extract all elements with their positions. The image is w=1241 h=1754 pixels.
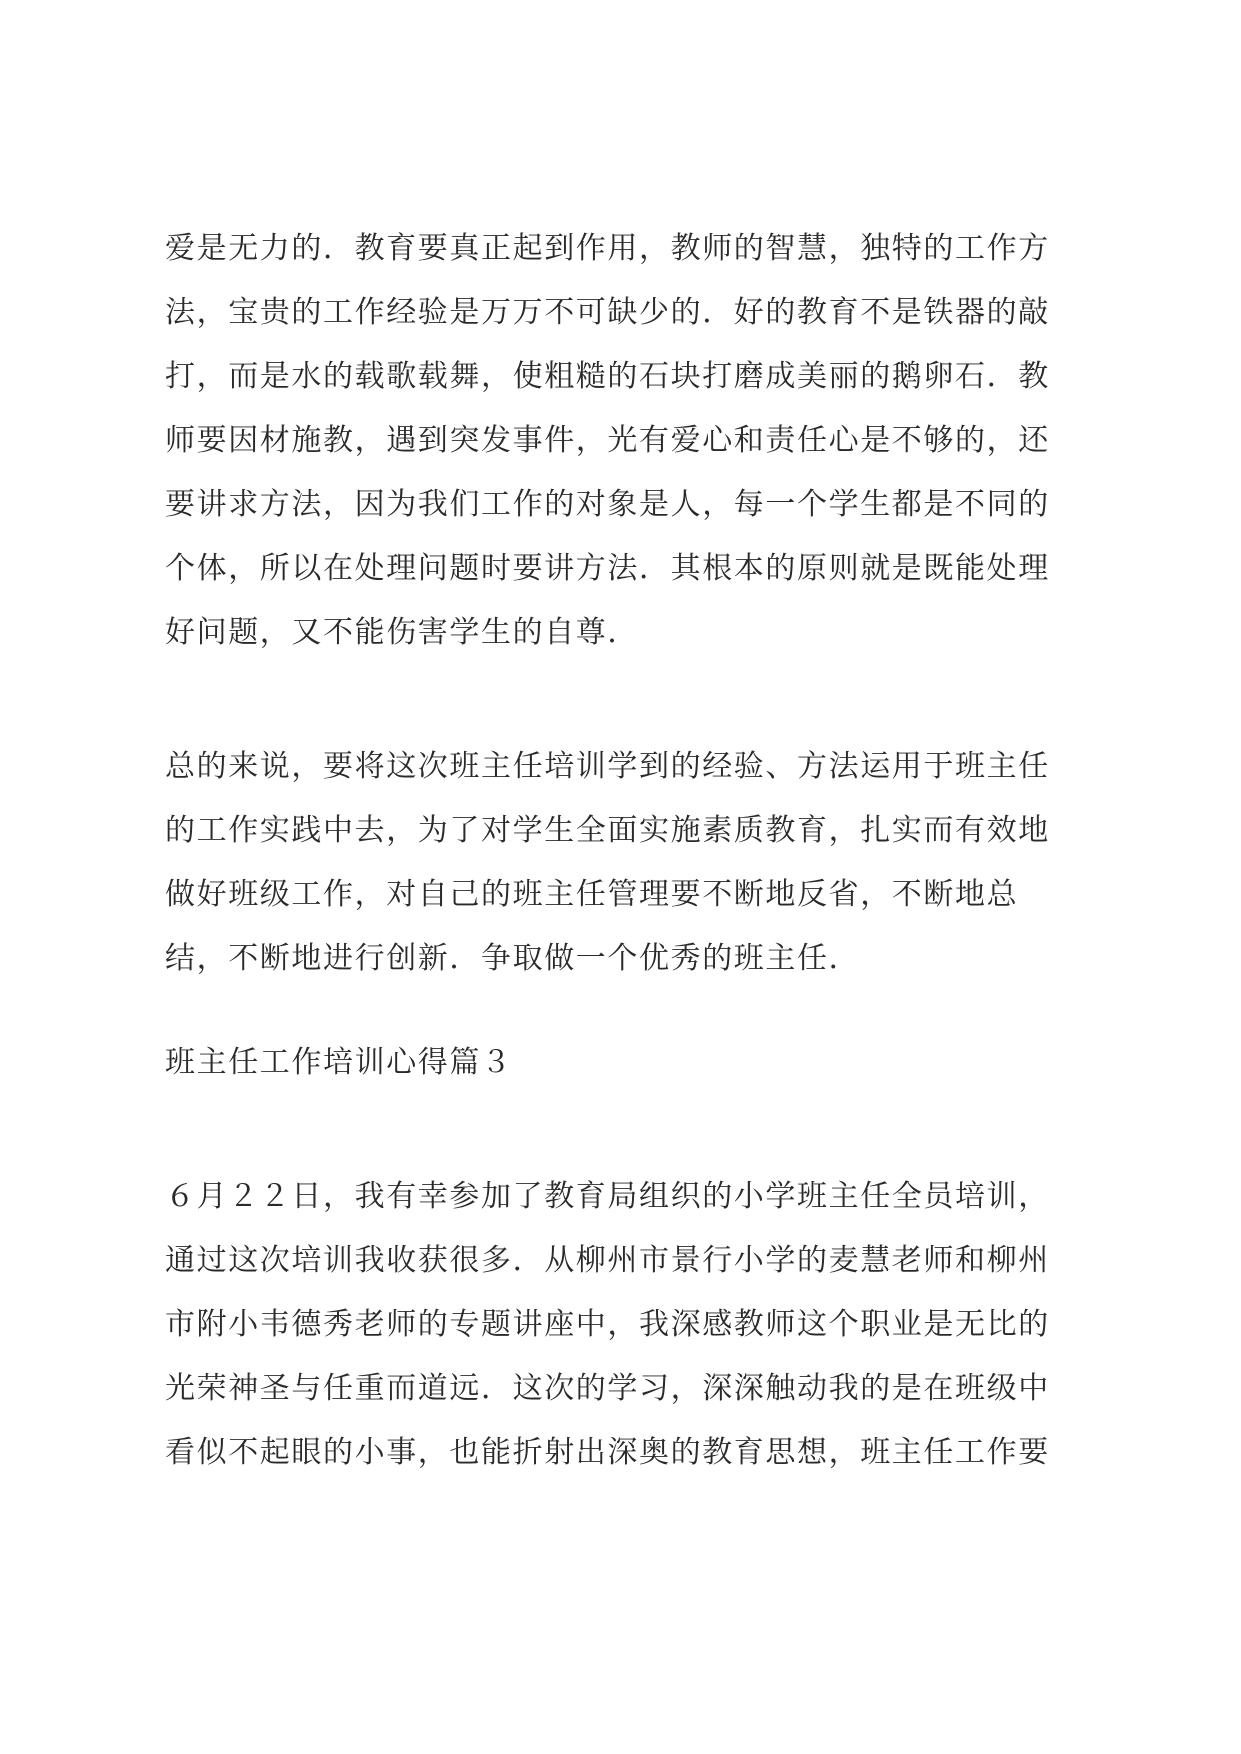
paragraph-1-line-5: 要讲求方法，因为我们工作的对象是人，每一个学生都是不同的	[165, 487, 1050, 522]
paragraph-1-line-1: 爱是无力的．教育要真正起到作用，教师的智慧，独特的工作方	[165, 231, 1050, 266]
paragraph-1-line-7: 好问题，又不能伤害学生的自尊．	[165, 615, 639, 650]
paragraph-1-line-3: 打，而是水的载歌载舞，使粗糙的石块打磨成美丽的鹅卵石．教	[165, 359, 1050, 394]
paragraph-3-line-5: 看似不起眼的小事，也能折射出深奥的教育思想，班主任工作要	[165, 1435, 1050, 1470]
paragraph-3-line-4: 光荣神圣与任重而道远．这次的学习，深深触动我的是在班级中	[165, 1371, 1050, 1406]
paragraph-3-line-2: 通过这次培训我收获很多．从柳州市景行小学的麦慧老师和柳州	[165, 1243, 1050, 1278]
paragraph-2-line-1: 总的来说，要将这次班主任培训学到的经验、方法运用于班主任	[165, 749, 1050, 784]
paragraph-1-line-2: 法，宝贵的工作经验是万万不可缺少的．好的教育不是铁器的敲	[165, 295, 1050, 330]
paragraph-2-line-3: 做好班级工作，对自己的班主任管理要不断地反省，不断地总	[165, 877, 1019, 912]
section-heading: 班主任工作培训心得篇３	[165, 1045, 513, 1080]
paragraph-1-line-6: 个体，所以在处理问题时要讲方法．其根本的原则就是既能处理	[165, 551, 1050, 586]
paragraph-1-line-4: 师要因材施教，遇到突发事件，光有爱心和责任心是不够的，还	[165, 423, 1050, 458]
paragraph-3-line-3: 市附小韦德秀老师的专题讲座中，我深感教师这个职业是无比的	[165, 1307, 1050, 1342]
paragraph-2-line-4: 结，不断地进行创新．争取做一个优秀的班主任．	[165, 941, 861, 976]
paragraph-2-line-2: 的工作实践中去，为了对学生全面实施素质教育，扎实而有效地	[165, 813, 1050, 848]
paragraph-3-line-1: ６月２２日，我有幸参加了教育局组织的小学班主任全员培训，	[165, 1179, 1050, 1214]
